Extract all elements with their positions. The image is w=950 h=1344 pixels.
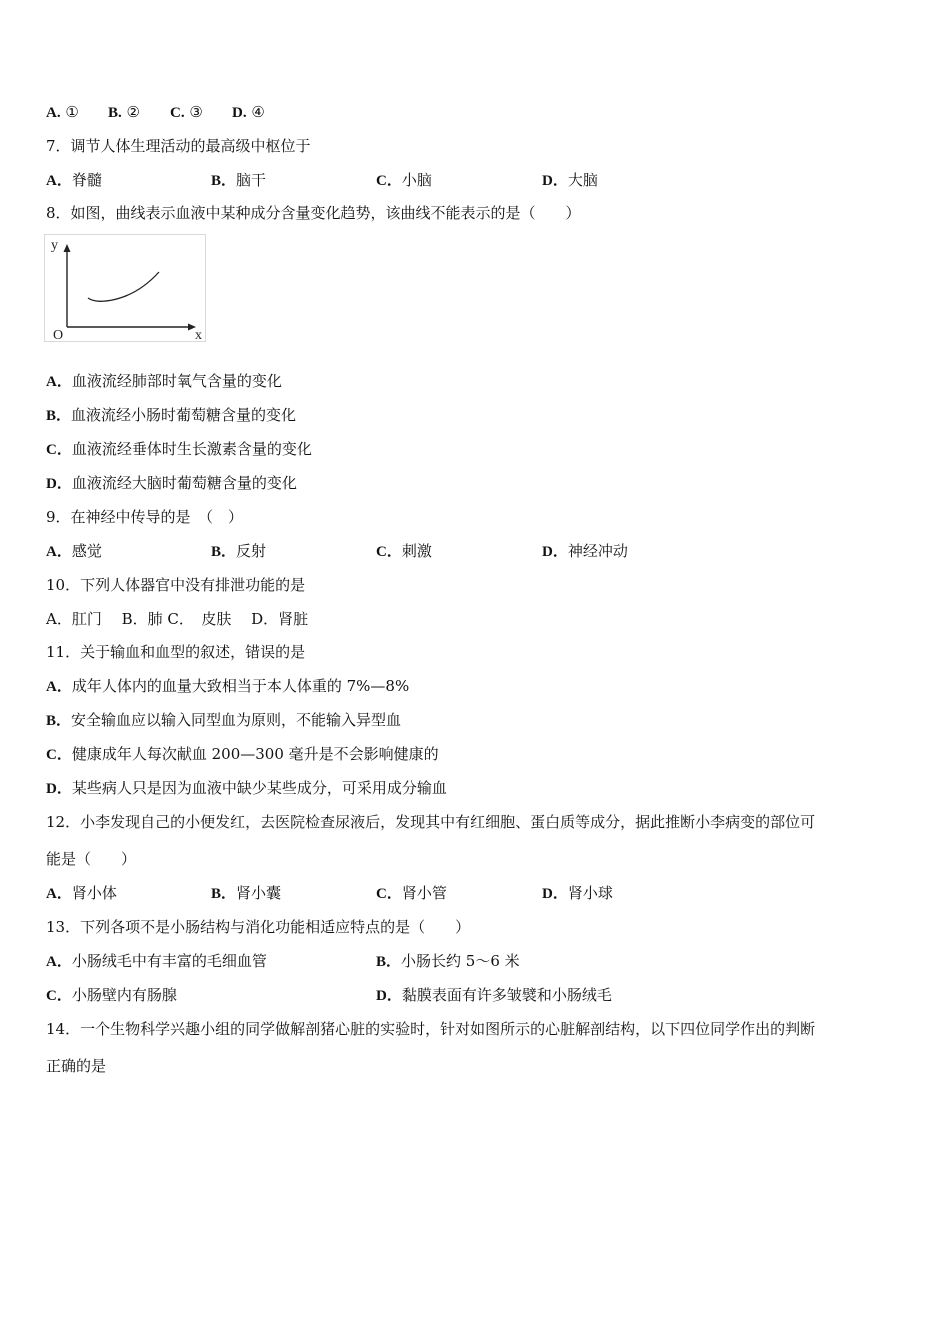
- q7-option-a: A．脊髓: [46, 171, 102, 189]
- q9-option-d: D．神经冲动: [542, 542, 628, 560]
- q9-option-c: C．刺激: [376, 542, 432, 560]
- q6-option-b: B. ②: [108, 103, 140, 121]
- q12-stem-line2: 能是（ ）: [46, 850, 137, 868]
- q12-option-c: C．肾小管: [376, 884, 447, 902]
- q8-origin-label: O: [53, 328, 64, 343]
- q14-stem-line2: 正确的是: [46, 1057, 107, 1075]
- q6-options: [46, 102, 746, 122]
- q12-options: [46, 883, 746, 903]
- q11-option-a: A．成年人体内的血量大致相当于本人体重的 7%—8%: [46, 677, 410, 695]
- q13-option-c: C．小肠壁内有肠腺: [46, 986, 177, 1004]
- q8-x-label: x: [195, 328, 202, 343]
- q13-option-b: B．小肠长约 5～6 米: [376, 952, 520, 970]
- q10-stem: 10．下列人体器官中没有排泄功能的是: [46, 576, 306, 594]
- q9-option-b: B．反射: [211, 542, 267, 560]
- q12-option-d: D．肾小球: [542, 884, 613, 902]
- q13-stem: 13．下列各项不是小肠结构与消化功能相适应特点的是（ ）: [46, 918, 471, 936]
- q12-stem-line1: 12．小李发现自己的小便发红，去医院检查尿液后，发现其中有红细胞、蛋白质等成分，据此推断小李病变的部位可: [46, 813, 816, 831]
- q8-option-b: B．血液流经小肠时葡萄糖含量的变化: [46, 406, 297, 424]
- q8-figure: [44, 234, 206, 342]
- q8-graph: [45, 235, 207, 343]
- q8-option-d: D．血液流经大脑时葡萄糖含量的变化: [46, 474, 297, 492]
- q13-options-row2: [46, 985, 746, 1005]
- q9-options: [46, 541, 746, 561]
- q8-option-c: C．血液流经垂体时生长激素含量的变化: [46, 440, 312, 458]
- q7-option-b: B．脑干: [211, 171, 267, 189]
- q7-options: [46, 170, 746, 190]
- q13-option-a: A．小肠绒毛中有丰富的毛细血管: [46, 952, 267, 970]
- q8-y-label: y: [51, 238, 58, 253]
- q9-option-a: A．感觉: [46, 542, 102, 560]
- q8-option-a: A．血液流经肺部时氧气含量的变化: [46, 372, 282, 390]
- q8-curve: [88, 272, 159, 301]
- q11-stem: 11．关于输血和血型的叙述，错误的是: [46, 643, 306, 661]
- q12-option-b: B．肾小囊: [211, 884, 282, 902]
- q8-stem: 8．如图，曲线表示血液中某种成分含量变化趋势，该曲线不能表示的是（ ）: [46, 204, 581, 222]
- q13-option-d: D．黏膜表面有许多皱襞和小肠绒毛: [376, 986, 612, 1004]
- q7-option-c: C．小脑: [376, 171, 432, 189]
- q10-options: A．肛门 B．肺 C． 皮肤 D．肾脏: [46, 610, 309, 628]
- q7-option-d: D．大脑: [542, 171, 598, 189]
- q12-option-a: A．肾小体: [46, 884, 117, 902]
- q14-stem-line1: 14．一个生物科学兴趣小组的同学做解剖猪心脏的实验时，针对如图所示的心脏解剖结构，以下四位同学作出的判断: [46, 1020, 816, 1038]
- q13-options-row1: [46, 951, 746, 971]
- q11-option-b: B．安全输血应以输入同型血为原则，不能输入异型血: [46, 711, 402, 729]
- q6-option-c: C. ③: [170, 103, 203, 121]
- q6-option-d: D. ④: [232, 103, 265, 121]
- q6-option-a: A. ①: [46, 103, 79, 121]
- q11-option-d: D．某些病人只是因为血液中缺少某些成分，可采用成分输血: [46, 779, 447, 797]
- q7-stem: 7．调节人体生理活动的最高级中枢位于: [46, 137, 311, 155]
- q9-stem: 9．在神经中传导的是 （ ）: [46, 508, 244, 526]
- q11-option-c: C．健康成年人每次献血 200—300 毫升是不会影响健康的: [46, 745, 439, 763]
- q8-y-arrow: [64, 244, 71, 252]
